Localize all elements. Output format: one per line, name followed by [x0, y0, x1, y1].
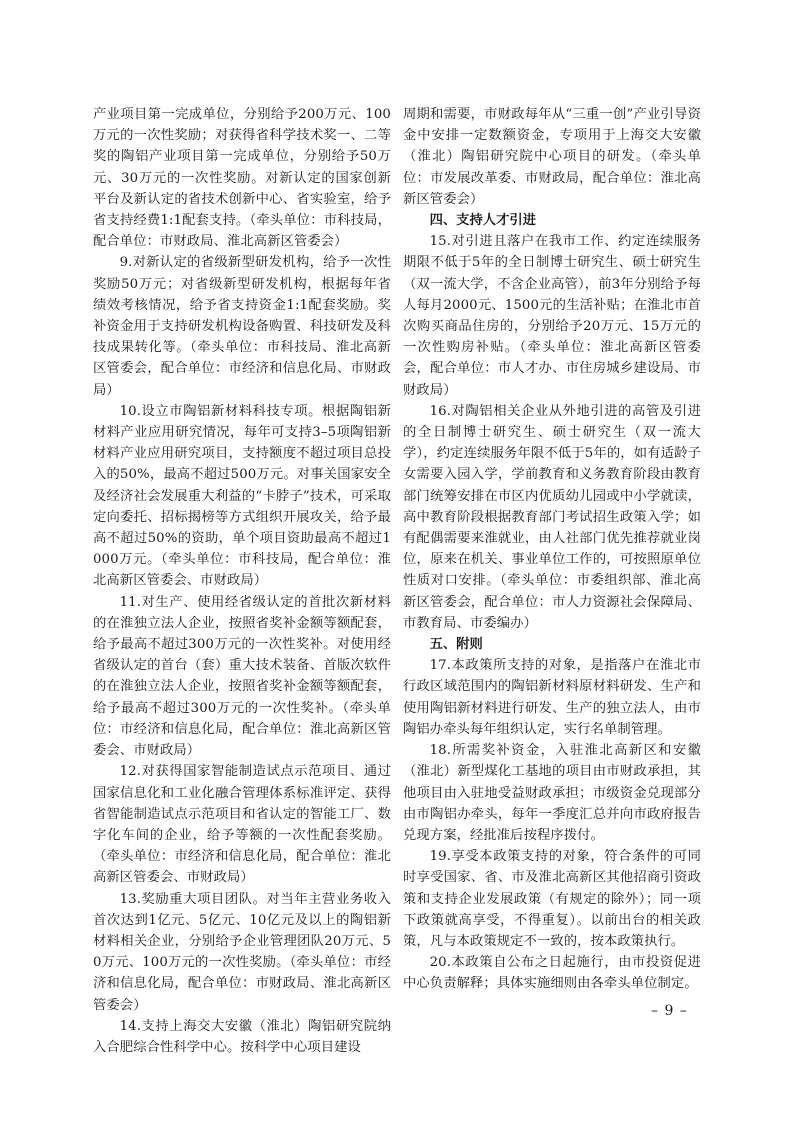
paragraph-item-11: 11.对生产、使用经省级认定的首批次新材料的在淮独立法人企业，按照省奖补金额等额配套，给予最高不超过300万元的一次性奖补。对使用经省级认定的首台（套）重大技术装备、首版次软件的在淮独立法人企业，按照省奖补金额等额配套，给予最高不超过300万元的一次性奖补。（牵头单位：市经济和信息化局，配合单位：淮北高新区管委会、市财政局） — [93, 594, 391, 759]
paragraph-item-16: 16.对陶铝相关企业从外地引进的高管及引进的全日制博士研究生、硕士研究生（双一流大学），约定连续服务年限不低于5年的，如有适龄子女需要入园入学，学前教育和义务教育阶段由教育部门统筹安排在市区内优质幼儿园或中小学就读，高中教育阶段根据教育部门考试招生政策入学；如有配偶需要来淮就业，由人社部门优先推荐就业岗位，原来在机关、事业单位工作的，可按照原单位性质对口安排。（牵头单位：市委组织部、淮北高新区管委会，配合单位：市人力资源社会保障局、市教育局、市委编办） — [403, 403, 701, 631]
section-heading-appendix: 五、附则 — [429, 637, 483, 653]
paragraph-item-12: 12.对获得国家智能制造试点示范项目、通过国家信息化和工业化融合管理体系标准评定、获得省智能制造试点示范项目和省认定的智能工厂、数字化车间的企业，给予等额的一次性配套奖励。（牵头单位：市经济和信息化局，配合单位：淮北高新区管委会、市财政局） — [93, 764, 391, 886]
right-column — [403, 104, 701, 995]
paragraph-item-9: 9.对新认定的省级新型研发机构，给予一次性奖励50万元；对省级新型研发机构，根据每年省绩效考核情况，给予省支持资金1:1配套奖励。奖补资金用于支持研发机构设备购置、科技研发及科技成果转化等。（牵头单位：市科技局、淮北高新区管委会，配合单位：市经济和信息化局、市财政局） — [93, 255, 391, 398]
paragraph-item-14: 14.支持上海交大安徽（淮北）陶铝研究院纳入合肥综合性科学中心。按科学中心项目建设 — [93, 1018, 391, 1055]
paragraph-item-20: 20.本政策自公布之日起施行，由市投资促进中心负责解释；具体实施细则由各牵头单位制定。 — [403, 955, 701, 992]
paragraph-continuation: 周期和需要，市财政每年从“三重一创”产业引导资金中安排一定数额资金，专项用于上海交大安徽（淮北）陶铝研究院中心项目的研发。（牵头单位：市发展改革委、市财政局，配合单位：淮北高新区管委会） — [403, 107, 701, 207]
left-column — [93, 104, 391, 1058]
section-heading-talent: 四、支持人才引进 — [429, 213, 536, 229]
paragraph-item-10: 10.设立市陶铝新材料科技专项。根据陶铝新材料产业应用研究情况，每年可支持3–5项陶铝新材料产业应用研究项目，支持额度不超过项目总投入的50%，最高不超过500万元。对事关国家安全及经济社会发展重大利益的“卡脖子”技术，可采取定向委托、招标揭榜等方式组织开展攻关，给予最高不超过50%的资助，单个项目资助最高不超过1000万元。（牵头单位：市科技局，配合单位：淮北高新区管委会、市财政局） — [93, 403, 391, 589]
paragraph-continuation: 产业项目第一完成单位，分别给予200万元、100万元的一次性奖励；对获得省科学技术奖一、二等奖的陶铝产业项目第一完成单位，分别给予50万元、30万元的一次性奖励。对新认定的国家创新平台及新认定的省技术创新中心、省实验室，给予省支持经费1:1配套支持。（牵头单位：市科技局，配合单位：市财政局、淮北高新区管委会） — [93, 107, 391, 250]
paragraph-item-18: 18.所需奖补资金，入驻淮北高新区和安徽（淮北）新型煤化工基地的项目由市财政承担，其他项目由入驻地受益财政承担；市级资金兑现部分由市陶铝办牵头，每年一季度汇总并向市政府报告兑现方案，经批准后按程序拨付。 — [403, 743, 701, 843]
paragraph-item-17: 17.本政策所支持的对象，是指落户在淮北市行政区域范围内的陶铝新材料原材料研发、生产和使用陶铝新材料进行研发、生产的独立法人，由市陶铝办牵头每年组织认定，实行名单制管理。 — [403, 658, 701, 737]
paragraph-item-13: 13.奖励重大项目团队。对当年主营业务收入首次达到1亿元、5亿元、10亿元及以上的陶铝新材料相关企业，分别给予企业管理团队20万元、50万元、100万元的一次性奖励。（牵头单位：市经济和信息化局，配合单位：市财政局、淮北高新区管委会） — [93, 891, 391, 1013]
paragraph-item-15: 15.对引进且落户在我市工作、约定连续服务期限不低于5年的全日制博士研究生、硕士研究生（双一流大学，不含企业高管），前3年分别给予每人每月2000元、1500元的生活补贴；在淮北市首次购买商品住房的，分别给予20万元、15万元的一次性购房补贴。（牵头单位：淮北高新区管委会，配合单位：市人才办、市住房城乡建设局、市财政局） — [403, 234, 701, 398]
page-number: – 9 – — [651, 1003, 688, 1019]
paragraph-item-19: 19.享受本政策支持的对象，符合条件的可同时享受国家、省、市及淮北高新区其他招商引资政策和支持企业发展政策（有规定的除外）；同一项下政策就高享受，不得重复）。以前出台的相关政策，凡与本政策规定不一致的，按本政策执行。 — [403, 849, 701, 949]
